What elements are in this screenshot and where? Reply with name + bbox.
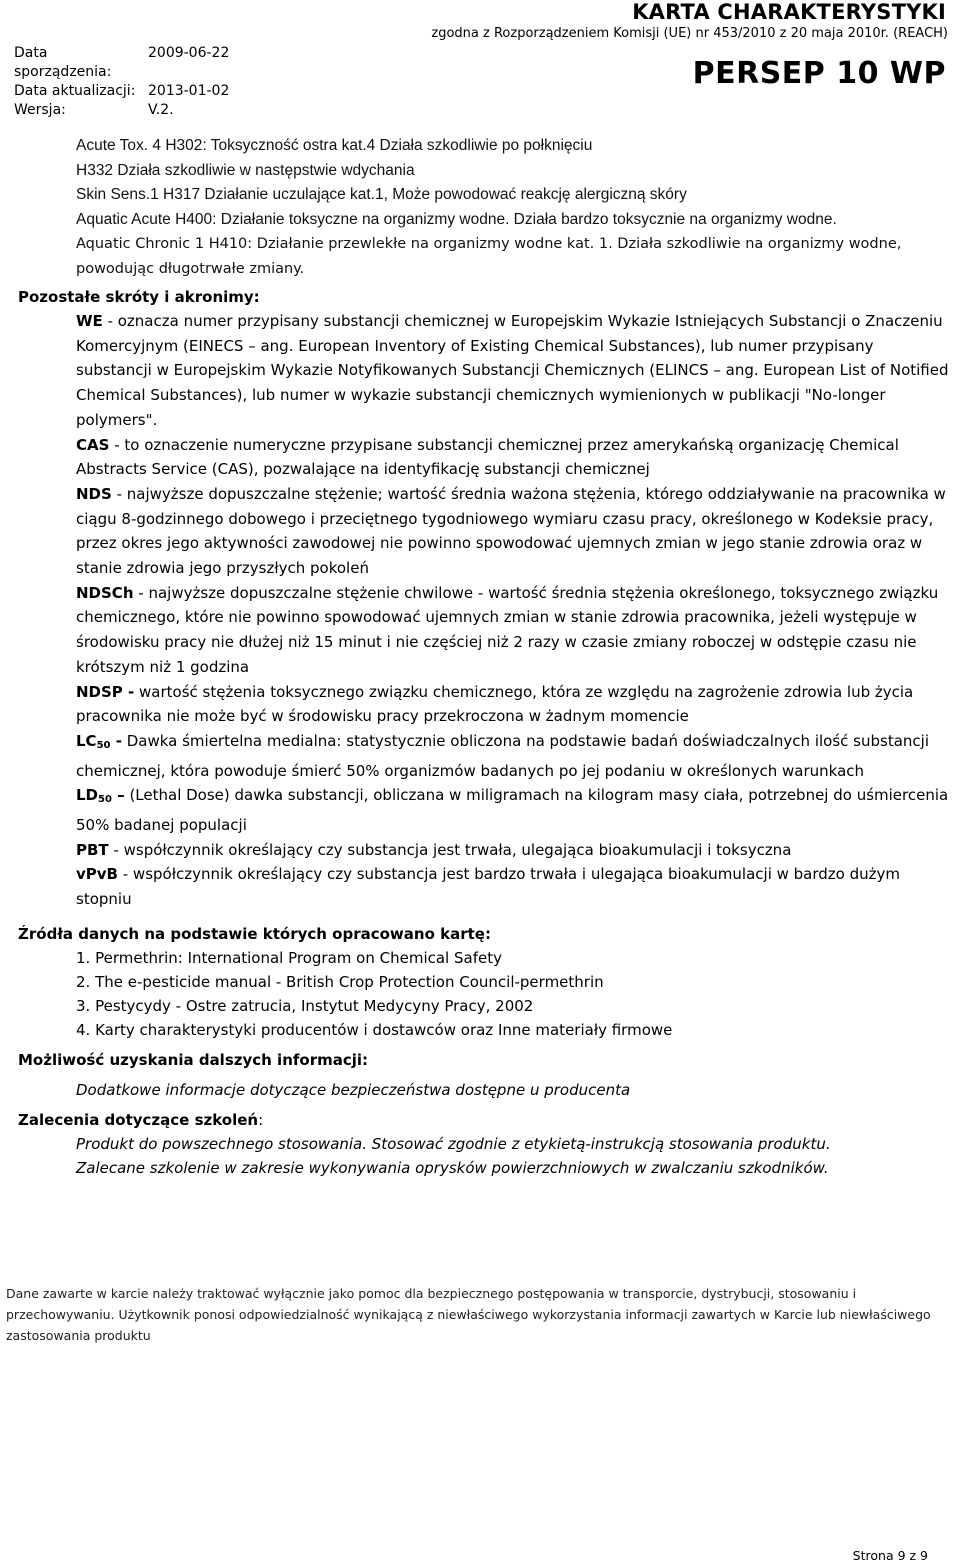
definition-term: NDS (76, 484, 112, 503)
product-name: PERSEP 10 WP (692, 56, 946, 91)
footer-disclaimer: Dane zawarte w karcie należy traktować wyłącznie jako pomoc dla bezpiecznego postępowania w transporcie, dystrybucji, stosowaniu i przechowywaniu. Użytkownik ponosi odpowiedzialność wynikającą z niewłaściwego wykorzystania informacji zawartych w Karcie lub niewłaściwego zastosowania produktu (6, 1286, 931, 1343)
definition-item (76, 838, 953, 863)
definition-text: - to oznaczenie numeryczne przypisane substancji chemicznej przez amerykańską organizację Chemical Abstracts Service (CAS), pozwalające na identyfikację substancji chemicznej (76, 435, 899, 479)
definition-item (76, 433, 953, 482)
definition-term: NDSP - (76, 682, 135, 701)
page-number: Strona 9 z 9 (852, 1548, 928, 1563)
training-line: Zalecane szkolenie w zakresie wykonywania oprysków powierzchniowych w zwalczaniu szkodników. (76, 1158, 829, 1177)
abbreviations-list (76, 309, 953, 912)
definition-item (76, 729, 953, 783)
definition-term: PBT (76, 840, 109, 859)
definition-text: - najwyższe dopuszczalne stężenie chwilowe - wartość średnia stężenia określonego, toksycznego związku chemicznego, które nie powinno spowodować ujemnych zmian w stanie zdrowia pracownika, jeżeli występuje w środowisku pracy nie dłużej niż 15 minut i nie częściej niż 2 razy w czasie zmiany roboczej w odstępie czasu nie krótszym niż 1 godzina (76, 583, 939, 676)
definition-term: vPvB (76, 865, 118, 884)
meta-version (14, 101, 229, 120)
training-title-bold: Zalecenia dotyczące szkoleń (18, 1110, 259, 1129)
hazard-line: Aquatic Chronic 1 H410: Działanie przewlekłe na organizmy wodne kat. 1. Działa szkodliwie na organizmy wodne, powodując długotrwałe zmiany. (76, 236, 902, 277)
abbreviations-title: Pozostałe skróty i akronimy: (18, 288, 260, 306)
meta-label: Data sporządzenia: (14, 45, 112, 80)
meta-value: 2009-06-22 (148, 45, 230, 61)
source-item: 2. The e-pesticide manual - British Crop Protection Council-permethrin (76, 972, 604, 991)
training-text (76, 1132, 953, 1180)
definition-term (76, 732, 122, 750)
definition-item (76, 783, 953, 837)
hazard-line: Skin Sens.1 H317 Działanie uczulające kat.1, Może powodować reakcję alergiczną skóry (76, 186, 687, 203)
definition-text: - współczynnik określający czy substancja jest trwała, ulegająca bioakumulacji i toksyczna (108, 840, 792, 859)
definition-term (76, 786, 125, 804)
hazard-line: Acute Tox. 4 H302: Toksyczność ostra kat.4 Działa szkodliwie po połknięciu (76, 137, 593, 154)
definition-item (76, 482, 953, 581)
meta-created (14, 44, 229, 82)
definition-text: - współczynnik określający czy substancja jest bardzo trwała i ulegająca bioakumulacji w bardzo dużym stopniu (76, 865, 901, 909)
definition-text: - najwyższe dopuszczalne stężenie; wartość średnia ważona stężenia, którego oddziaływanie na pracownika w ciągu 8-godzinnego dobowego i przeciętnego tygodniowego wymiaru czasu pracy, określonego w Kodeksie pracy, przez okres jego aktywności zawodowej nie powinno spowodować ujemnych zmian w jego stanie zdrowia oraz w stanie zdrowia jego przyszłych pokoleń (76, 484, 946, 578)
meta-label: Wersja: (14, 102, 66, 118)
meta-value: V.2. (148, 102, 174, 118)
source-item: 4. Karty charakterystyki producentów i dostawców oraz Inne materiały firmowe (76, 1020, 673, 1039)
hazard-line: Aquatic Acute H400: Działanie toksyczne na organizmy wodne. Działa bardzo toksycznie na organizmy wodne. (76, 210, 837, 228)
further-info-title: Możliwość uzyskania dalszych informacji: (18, 1050, 369, 1069)
document-meta (14, 44, 229, 120)
definition-item (76, 309, 953, 433)
source-item: 1. Permethrin: International Program on Chemical Safety (76, 948, 502, 967)
document-type: KARTA CHARAKTERYSTYKI (632, 0, 946, 24)
source-item: 3. Pestycydy - Ostre zatrucia, Instytut Medycyny Pracy, 2002 (76, 996, 534, 1015)
term-subscript: 50 (98, 794, 112, 806)
definition-term: CAS (76, 435, 110, 454)
meta-label: Data aktualizacji: (14, 83, 136, 99)
term-subscript: 50 (96, 739, 111, 751)
definition-item (76, 862, 953, 911)
term-main: LD (76, 786, 99, 805)
training-line: Produkt do powszechnego stosowania. Stosować zgodnie z etykietą-instrukcją stosowania produktu. (76, 1134, 831, 1153)
definition-text: (Lethal Dose) dawka substancji, obliczana w miligramach na kilogram masy ciała, potrzebnej do uśmiercenia 50% badanej populacji (76, 786, 949, 835)
definition-text: wartość stężenia toksycznego związku chemicznego, która ze względu na zagrożenie zdrowia lub życia pracownika nie może być w środowisku pracy przekroczona w żadnym momencie (76, 682, 914, 726)
sources-title: Źródła danych na podstawie których opracowano kartę: (18, 924, 491, 943)
regulation-note: zgodna z Rozporządzeniem Komisji (UE) nr 453/2010 z 20 maja 2010r. (REACH) (431, 26, 948, 41)
term-tail: - (110, 731, 122, 750)
definition-text: Dawka śmiertelna medialna: statystycznie obliczona na podstawie badań doświadczalnych ilość substancji chemicznej, która powoduje śmierć 50% organizmów badanych po jej podaniu w określonych warunkach (76, 731, 929, 780)
meta-updated (14, 82, 229, 101)
term-main: LC (76, 731, 97, 750)
sources-list (76, 946, 953, 1042)
term-tail: – (111, 786, 125, 805)
definition-term: NDSCh (76, 583, 134, 602)
hazard-statements (76, 134, 953, 281)
further-info-text: Dodatkowe informacje dotyczące bezpieczeństwa dostępne u producenta (76, 1080, 631, 1099)
page-header (0, 0, 960, 118)
training-title-tail: : (258, 1110, 264, 1129)
definition-item (76, 680, 953, 729)
definition-text: - oznacza numer przypisany substancji chemicznej w Europejskim Wykazie Istniejących Substancji o Znaczeniu Komercyjnym (EINECS – ang. European Inventory of Existing Chemical Substances), lub numer przypisany substancji w Europejskim Wykazie Notyfikowanych Substancji Chemicznych (ELINCS – ang. European List of Notified Chemical Substances), lub numer w wykazie substancji chemicznych wymienionych w publikacji "No-longer polymers". (76, 312, 949, 429)
training-title (18, 1108, 953, 1132)
main-content (18, 134, 953, 1180)
definition-term: WE (76, 312, 103, 330)
hazard-line: H332 Działa szkodliwie w następstwie wdychania (76, 161, 415, 179)
meta-value: 2013-01-02 (148, 83, 230, 99)
definition-item (76, 581, 953, 680)
